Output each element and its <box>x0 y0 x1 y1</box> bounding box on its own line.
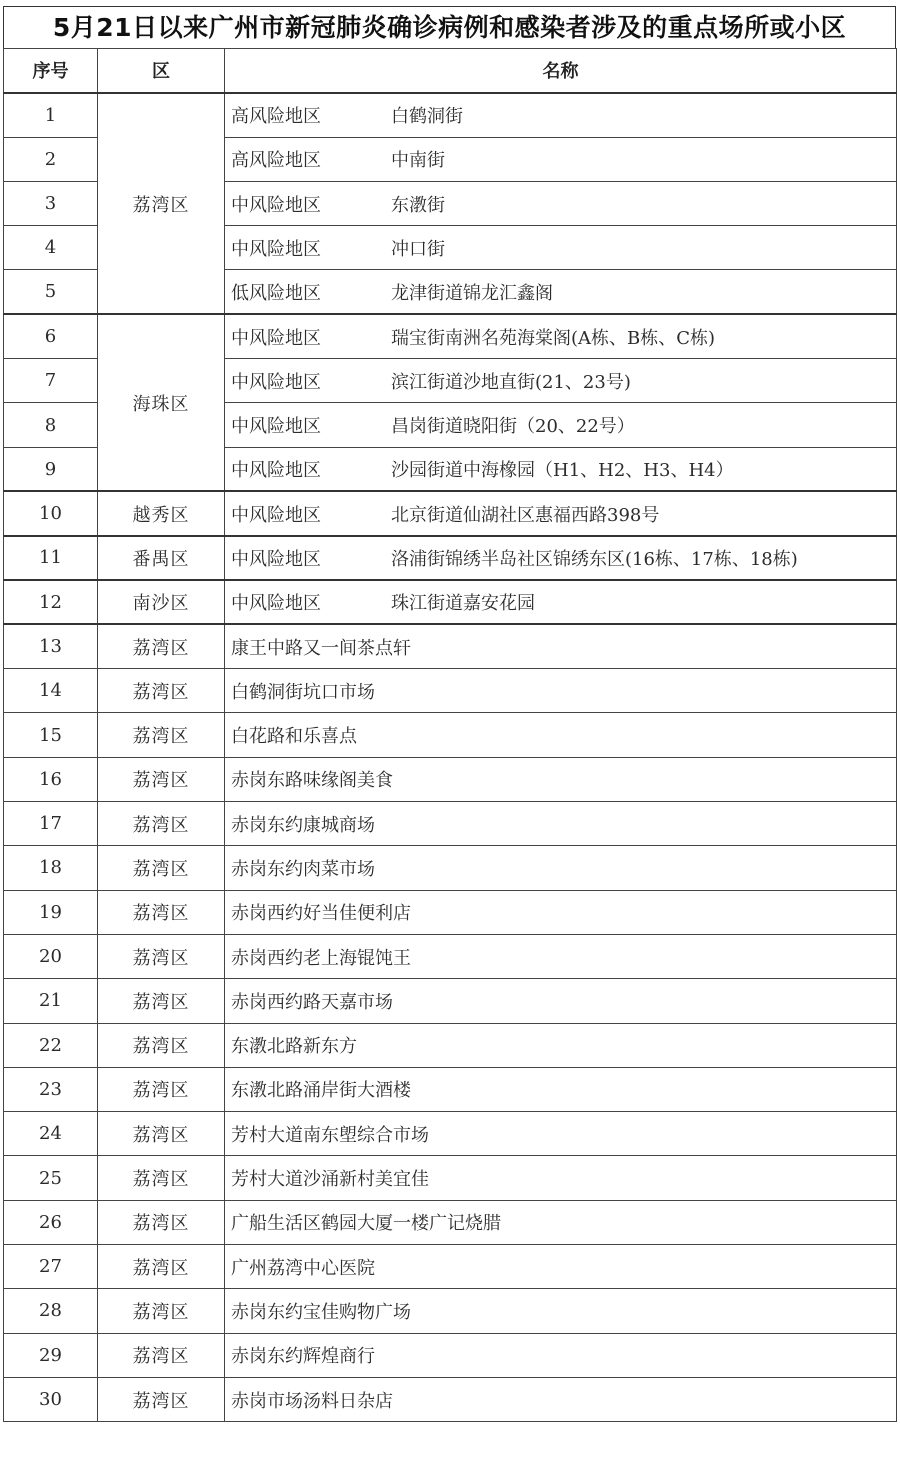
row-number: 27 <box>4 1245 98 1289</box>
table-row <box>4 580 897 624</box>
table-header-row <box>4 49 897 93</box>
name-cell <box>225 226 897 270</box>
table-row <box>4 1333 897 1377</box>
district-cell: 荔湾区 <box>98 1067 225 1111</box>
risk-level: 高风险地区 <box>231 106 321 128</box>
row-number: 26 <box>4 1200 98 1244</box>
row-number: 24 <box>4 1112 98 1156</box>
table-row <box>4 624 897 668</box>
district-cell: 海珠区 <box>98 314 225 491</box>
name-cell <box>225 491 897 535</box>
risk-level: 中风险地区 <box>231 504 321 526</box>
place-name: 赤岗东约肉菜市场 <box>225 846 897 890</box>
name-cell <box>225 314 897 358</box>
risk-level: 中风险地区 <box>231 327 321 349</box>
table-row <box>4 979 897 1023</box>
place-name: 滨江街道沙地直街(21、23号) <box>391 371 631 393</box>
row-number: 25 <box>4 1156 98 1200</box>
place-name: 赤岗东约康城商场 <box>225 802 897 846</box>
district-cell: 荔湾区 <box>98 890 225 934</box>
column-header-district: 区 <box>98 49 225 93</box>
table-row <box>4 890 897 934</box>
place-name: 康王中路又一间茶点轩 <box>225 624 897 668</box>
table-row <box>4 846 897 890</box>
row-number: 13 <box>4 624 98 668</box>
district-cell: 南沙区 <box>98 580 225 624</box>
table-row <box>4 1023 897 1067</box>
place-name: 沙园街道中海橡园（H1、H2、H3、H4） <box>391 460 734 482</box>
risk-level: 低风险地区 <box>231 282 321 304</box>
row-number: 22 <box>4 1023 98 1067</box>
table-row <box>4 1067 897 1111</box>
risk-level: 中风险地区 <box>231 548 321 570</box>
district-cell: 荔湾区 <box>98 1156 225 1200</box>
place-name: 赤岗东约宝佳购物广场 <box>225 1289 897 1333</box>
table-row <box>4 1245 897 1289</box>
place-name: 冲口街 <box>391 238 445 260</box>
district-cell: 荔湾区 <box>98 979 225 1023</box>
district-cell: 荔湾区 <box>98 757 225 801</box>
place-name: 芳村大道南东塱综合市场 <box>225 1112 897 1156</box>
table-row <box>4 1200 897 1244</box>
place-name: 白鹤洞街坑口市场 <box>225 669 897 713</box>
row-number: 17 <box>4 802 98 846</box>
row-number: 11 <box>4 536 98 580</box>
row-number: 8 <box>4 403 98 447</box>
place-name: 北京街道仙湖社区惠福西路398号 <box>391 504 660 526</box>
table-row <box>4 1112 897 1156</box>
table-row <box>4 934 897 978</box>
column-header-num: 序号 <box>4 49 98 93</box>
district-cell: 荔湾区 <box>98 1377 225 1421</box>
place-name: 白鹤洞街 <box>391 106 463 128</box>
place-name: 瑞宝街南洲名苑海棠阁(A栋、B栋、C栋) <box>391 327 716 349</box>
table-row <box>4 314 897 358</box>
name-cell <box>225 580 897 624</box>
place-name: 中南街 <box>391 150 445 172</box>
table-row <box>4 1377 897 1421</box>
table-row <box>4 713 897 757</box>
district-cell: 荔湾区 <box>98 624 225 668</box>
place-name: 东漖街 <box>391 194 445 216</box>
risk-level: 中风险地区 <box>231 238 321 260</box>
district-cell: 番禺区 <box>98 536 225 580</box>
name-cell <box>225 447 897 491</box>
row-number: 19 <box>4 890 98 934</box>
place-name: 赤岗西约老上海锟饨王 <box>225 934 897 978</box>
risk-level: 中风险地区 <box>231 593 321 615</box>
row-number: 20 <box>4 934 98 978</box>
place-name: 白花路和乐喜点 <box>225 713 897 757</box>
district-cell: 越秀区 <box>98 491 225 535</box>
risk-level: 中风险地区 <box>231 194 321 216</box>
place-name: 赤岗市场汤料日杂店 <box>225 1377 897 1421</box>
risk-level: 中风险地区 <box>231 416 321 438</box>
table-row <box>4 757 897 801</box>
row-number: 4 <box>4 226 98 270</box>
row-number: 9 <box>4 447 98 491</box>
name-cell <box>225 403 897 447</box>
row-number: 12 <box>4 580 98 624</box>
name-cell <box>225 359 897 403</box>
name-cell <box>225 93 897 137</box>
locations-table <box>3 48 897 1422</box>
place-name: 东漖北路新东方 <box>225 1023 897 1067</box>
table-row <box>4 93 897 137</box>
row-number: 3 <box>4 181 98 225</box>
risk-level: 中风险地区 <box>231 460 321 482</box>
district-cell: 荔湾区 <box>98 93 225 314</box>
district-cell: 荔湾区 <box>98 1023 225 1067</box>
place-name: 龙津街道锦龙汇鑫阁 <box>391 282 553 304</box>
name-cell <box>225 270 897 314</box>
risk-level: 高风险地区 <box>231 150 321 172</box>
row-number: 10 <box>4 491 98 535</box>
table-row <box>4 1289 897 1333</box>
table-row <box>4 802 897 846</box>
row-number: 29 <box>4 1333 98 1377</box>
district-cell: 荔湾区 <box>98 1112 225 1156</box>
page-title: 5月21日以来广州市新冠肺炎确诊病例和感染者涉及的重点场所或小区 <box>3 6 896 48</box>
place-name: 珠江街道嘉安花园 <box>391 593 535 615</box>
table-row <box>4 1156 897 1200</box>
place-name: 东漖北路涌岸街大酒楼 <box>225 1067 897 1111</box>
place-name: 赤岗西约路天嘉市场 <box>225 979 897 1023</box>
table-row <box>4 491 897 535</box>
row-number: 16 <box>4 757 98 801</box>
row-number: 23 <box>4 1067 98 1111</box>
row-number: 7 <box>4 359 98 403</box>
row-number: 6 <box>4 314 98 358</box>
name-cell <box>225 137 897 181</box>
district-cell: 荔湾区 <box>98 1289 225 1333</box>
place-name: 芳村大道沙涌新村美宜佳 <box>225 1156 897 1200</box>
district-cell: 荔湾区 <box>98 934 225 978</box>
row-number: 18 <box>4 846 98 890</box>
row-number: 15 <box>4 713 98 757</box>
table-row <box>4 536 897 580</box>
name-cell <box>225 536 897 580</box>
risk-level: 中风险地区 <box>231 371 321 393</box>
place-name: 赤岗东路味缘阁美食 <box>225 757 897 801</box>
row-number: 30 <box>4 1377 98 1421</box>
place-name: 广船生活区鹤园大厦一楼广记烧腊 <box>225 1200 897 1244</box>
district-cell: 荔湾区 <box>98 1200 225 1244</box>
place-name: 赤岗西约好当佳便利店 <box>225 890 897 934</box>
table-row <box>4 669 897 713</box>
document <box>3 6 896 1422</box>
district-cell: 荔湾区 <box>98 802 225 846</box>
row-number: 5 <box>4 270 98 314</box>
column-header-name: 名称 <box>225 49 897 93</box>
district-cell: 荔湾区 <box>98 846 225 890</box>
row-number: 1 <box>4 93 98 137</box>
name-cell <box>225 181 897 225</box>
place-name: 赤岗东约辉煌商行 <box>225 1333 897 1377</box>
district-cell: 荔湾区 <box>98 713 225 757</box>
place-name: 广州荔湾中心医院 <box>225 1245 897 1289</box>
district-cell: 荔湾区 <box>98 1333 225 1377</box>
row-number: 14 <box>4 669 98 713</box>
place-name: 昌岗街道晓阳街（20、22号） <box>391 416 635 438</box>
row-number: 28 <box>4 1289 98 1333</box>
row-number: 21 <box>4 979 98 1023</box>
table-body <box>4 93 897 1422</box>
place-name: 洛浦街锦绣半岛社区锦绣东区(16栋、17栋、18栋) <box>391 548 798 570</box>
district-cell: 荔湾区 <box>98 1245 225 1289</box>
district-cell: 荔湾区 <box>98 669 225 713</box>
row-number: 2 <box>4 137 98 181</box>
